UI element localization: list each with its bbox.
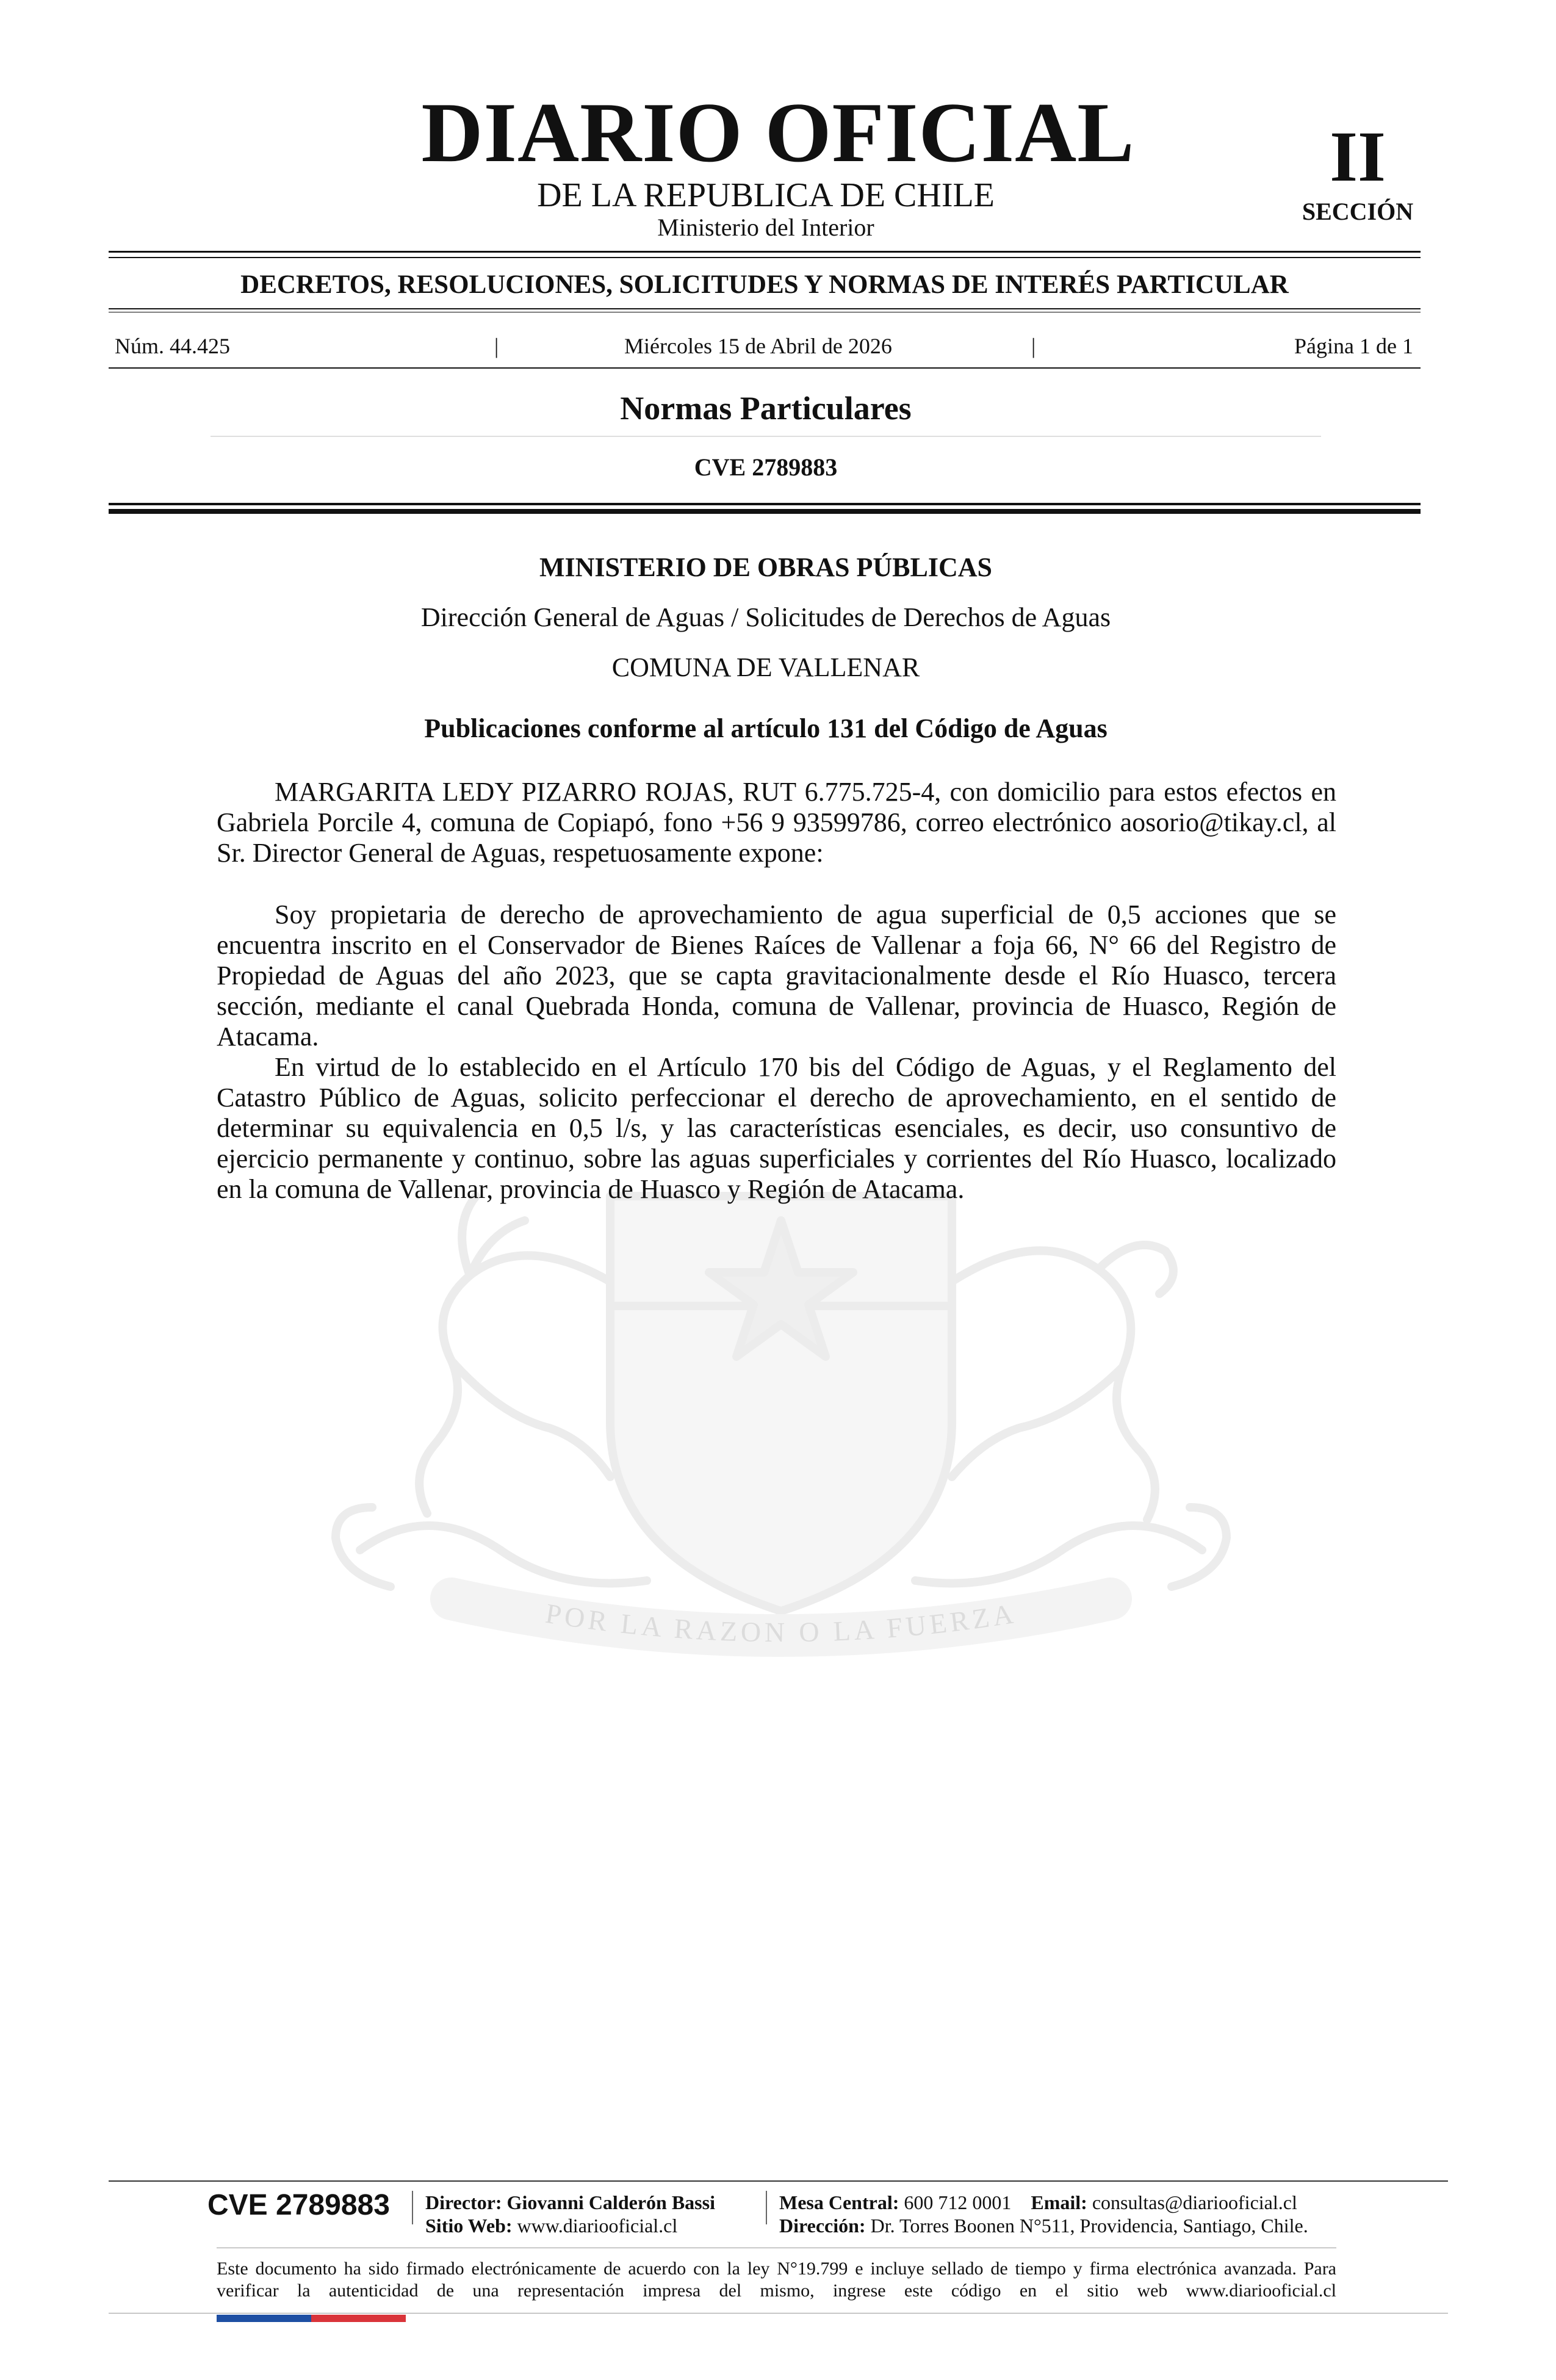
director-label: Director: [425,2191,502,2213]
legal-notice: Este documento ha sido firmado electrónicamente de acuerdo con la ley N°19.799 e incluye sellado de tiempo y firma electrónica avanzada. Para verificar la autenticidad de una representación impresa del mismo, ingrese este código en el sitio web www.diariooficial.cl [217,2259,1336,2301]
body-rule-thick [109,503,1421,505]
header-rule-double [109,257,1421,258]
section-number: II [1330,117,1386,197]
coat-of-arms-watermark [268,1159,1294,1684]
norm-type-title: Normas Particulares [620,390,912,427]
issue-info-row [109,334,1421,358]
info-separator: | [494,334,499,358]
organization-heading: MINISTERIO DE OBRAS PÚBLICAS [539,552,993,582]
director-name: Giovanni Calderón Bassi [506,2191,715,2213]
website-label: Sitio Web: [425,2215,513,2237]
body-paragraph-1 [217,777,1336,868]
address-label: Dirección: [779,2215,866,2237]
website-link[interactable]: www.diariooficial.cl [517,2215,678,2237]
footer-divider [412,2191,413,2224]
comuna-line: COMUNA DE VALLENAR [611,652,920,682]
newspaper-title: DIARIO OFICIAL [421,85,1135,180]
issue-date: Miércoles 15 de Abril de 2026 [624,334,892,358]
email-label: Email: [1031,2191,1087,2213]
body-rule-heavy [109,509,1421,514]
newspaper-subtitle: DE LA REPUBLICA DE CHILE [537,176,995,214]
footer-contact-block [779,2191,1308,2237]
norm-title-divider [211,436,1321,437]
paragraph-text: Soy propietaria de derecho de aprovechamiento de agua superficial de 0,5 acciones que se encuentra inscrito en el Conservador de Bienes Raíces de Vallenar a foja 66, N° 66 del Registro de Propiedad de Aguas del año 2023, que se capta gravitacionalmente desde el Río Huasco, tercera sección, mediante el canal Quebrada Honda, comuna de Vallenar, provincia de Huasco, Región de Atacama. [217,900,1336,1051]
footer-director-block [425,2191,715,2237]
phone-number: 600 712 0001 [904,2191,1012,2213]
cve-code: CVE 2789883 [694,453,838,481]
section-rule-top [109,308,1421,309]
section-heading: DECRETOS, RESOLUCIONES, SOLICITUDES Y NORMAS DE INTERÉS PARTICULAR [240,270,1289,299]
email-link[interactable]: consultas@diariooficial.cl [1092,2191,1297,2213]
flag-stripe-blue [217,2315,311,2322]
address-text: Dr. Torres Boonen N°511, Providencia, Santiago, Chile. [870,2215,1308,2237]
flag-stripe-red [311,2315,406,2322]
issue-number: Núm. 44.425 [115,334,230,358]
body-paragraph-group [217,900,1336,1205]
page-indicator: Página 1 de 1 [1294,334,1413,358]
info-rule [109,367,1421,369]
direction-line: Dirección General de Aguas / Solicitudes de Derechos de Aguas [420,602,1111,632]
watermark-motto: POR LA RAZON O LA FUERZA [543,1597,1019,1648]
footer-divider [766,2191,767,2224]
section-label: SECCIÓN [1302,198,1414,225]
paragraph-text: En virtud de lo establecido en el Artículo 170 bis del Código de Aguas, y el Reglamento del Catastro Público de Aguas, solicito perfeccionar el derecho de aprovechamiento, en el sentido de determinar su equivalencia en 0,5 l/s, y las características esenciales, es decir, uso consuntivo de ejercicio permanente y continuo, sobre las aguas superficiales y corrientes del Río Huasco, localizado en la comuna de Vallenar, provincia de Huasco y Región de Atacama. [217,1052,1336,1204]
paragraph-text: MARGARITA LEDY PIZARRO ROJAS, RUT 6.775.725-4, con domicilio para estos efectos en Gabriela Porcile 4, comuna de Copiapó, fono +56 9 93599786, correo electrónico aosorio@tikay.cl, al Sr. Director General de Aguas, respetuosamente expone: [217,777,1336,868]
footer-cve-code: CVE 2789883 [207,2189,390,2221]
ministry-name: Ministerio del Interior [657,214,874,241]
header-rule-top [109,251,1421,253]
footer-rule-top [109,2180,1448,2182]
publication-title: Publicaciones conforme al artículo 131 del Código de Aguas [424,713,1108,743]
info-separator: | [1031,334,1036,358]
phone-label: Mesa Central: [779,2191,899,2213]
